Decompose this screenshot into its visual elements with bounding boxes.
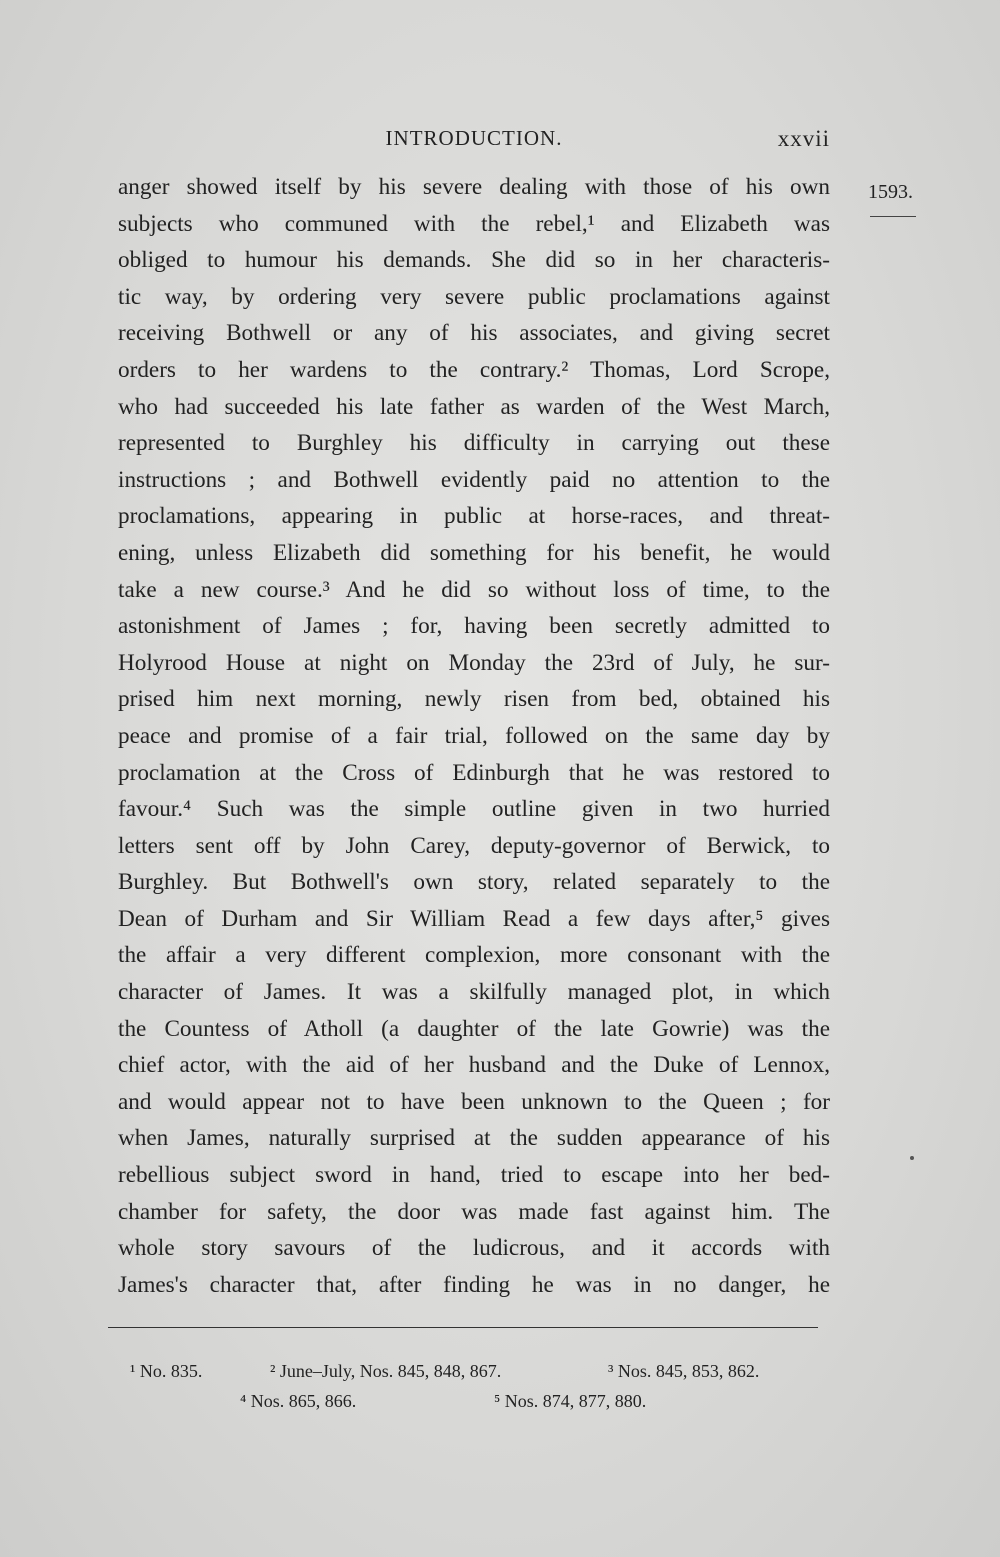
body-text (118, 169, 830, 1303)
text-line: take a new course.³ And he did so without loss of time, to the (118, 576, 830, 603)
footnote-2: ² June–July, Nos. 845, 848, 867. (270, 1361, 502, 1381)
footnote-5: ⁵ Nos. 874, 877, 880. (494, 1391, 647, 1411)
text-line: Burghley. But Bothwell's own story, related separately to the (118, 869, 830, 896)
text-line: when James, naturally surprised at the sudden appearance of his (118, 1125, 830, 1152)
text-line: receiving Bothwell or any of his associates, and giving secret (118, 320, 830, 347)
footnote-row (130, 1356, 810, 1386)
text-line: the Countess of Atholl (a daughter of the late Gowrie) was the (118, 1015, 830, 1042)
margin-rule (870, 216, 916, 217)
text-line: represented to Burghley his difficulty in carrying out these (118, 430, 830, 457)
text-line: proclamation at the Cross of Edinburgh that he was restored to (118, 759, 830, 786)
text-line: favour.⁴ Such was the simple outline given in two hurried (118, 796, 830, 823)
text-line: the affair a very different complexion, more consonant with the (118, 942, 830, 969)
footnote-3: ³ Nos. 845, 853, 862. (608, 1361, 760, 1381)
text-line: character of James. It was a skilfully managed plot, in which (118, 979, 830, 1006)
text-line: letters sent off by John Carey, deputy-governor of Berwick, to (118, 832, 830, 859)
text-line: and would appear not to have been unknown to the Queen ; for (118, 1088, 830, 1115)
footnote-1: ¹ No. 835. (130, 1361, 203, 1381)
text-line: James's character that, after finding he was in no danger, he (118, 1271, 830, 1298)
text-line: anger showed itself by his severe dealing with those of his own (118, 174, 830, 200)
footnote-divider (108, 1327, 818, 1328)
text-line: instructions ; and Bothwell evidently paid no attention to the (118, 466, 830, 493)
text-line: astonishment of James ; for, having been secretly admitted to (118, 613, 830, 640)
text-line: peace and promise of a fair trial, followed on the same day by (118, 722, 830, 749)
text-line: tic way, by ordering very severe public proclamations against (118, 283, 830, 310)
text-line: chamber for safety, the door was made fast against him. The (118, 1198, 830, 1225)
running-title: INTRODUCTION. (385, 126, 563, 150)
text-line: proclamations, appearing in public at horse-races, and threat- (118, 503, 830, 530)
page-number: xxvii (777, 126, 830, 151)
text-line: Dean of Durham and Sir William Read a few days after,⁵ gives (118, 905, 830, 932)
margin-year-note: 1593. (868, 181, 913, 203)
paper-speck (910, 1156, 914, 1160)
text-line: obliged to humour his demands. She did so in her characteris- (118, 247, 830, 274)
footnotes (130, 1356, 810, 1416)
text-line: ening, unless Elizabeth did something for his benefit, he would (118, 539, 830, 566)
text-line: orders to her wardens to the contrary.² Thomas, Lord Scrope, (118, 356, 830, 383)
text-line: prised him next morning, newly risen from bed, obtained his (118, 686, 830, 713)
footnote-row (130, 1386, 810, 1416)
text-line: subjects who communed with the rebel,¹ and Elizabeth was (118, 210, 830, 237)
text-line: whole story savours of the ludicrous, and it accords with (118, 1235, 830, 1262)
text-line: chief actor, with the aid of her husband and the Duke of Lennox, (118, 1052, 830, 1079)
text-line: rebellious subject sword in hand, tried to escape into her bed- (118, 1162, 830, 1189)
running-head (118, 126, 830, 156)
text-line: who had succeeded his late father as warden of the West March, (118, 393, 830, 420)
footnote-4: ⁴ Nos. 865, 866. (240, 1391, 357, 1411)
text-line: Holyrood House at night on Monday the 23rd of July, he sur- (118, 649, 830, 676)
